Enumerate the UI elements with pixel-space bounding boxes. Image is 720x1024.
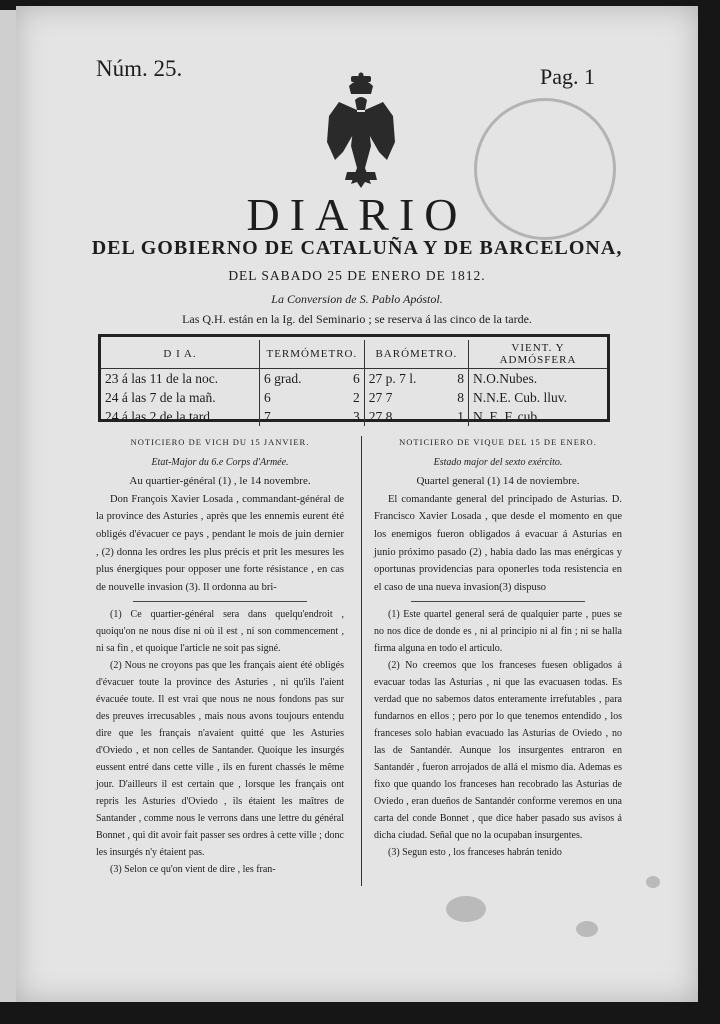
page-number: Pag. 1 (540, 64, 595, 89)
footnote-1: (1) Este quartel general será de qualquier parte , pues se no nos dice de donde es , ni al principio ni al fin ; ni se halla firma alguna en todo el articulo. (374, 609, 622, 655)
col-header-barometro: BARÓMETRO. (364, 340, 468, 369)
footnote-separator (411, 601, 585, 602)
column-subheading: Estado major del sexto exército. (433, 456, 563, 468)
table-row (101, 407, 607, 426)
column-divider (361, 436, 362, 886)
table-row (101, 369, 607, 389)
imperial-eagle-emblem (321, 72, 401, 190)
cell-term-fraction: 2 (338, 388, 364, 407)
newspaper-page (16, 6, 698, 1002)
column-heading: NOTICIERO DE VICH DU 15 JANVIER. (130, 437, 310, 447)
weather-table (98, 334, 610, 422)
cell-term-fraction: 3 (338, 407, 364, 426)
cell-viento: N.N.E. Cub. lluv. (473, 390, 567, 405)
cell-dia: 24 á las 7 de la mañ. (101, 388, 260, 407)
table-row (101, 388, 607, 407)
footnote-3: (3) Segun esto , los franceses habrán tenido (388, 847, 562, 859)
cell-term: 7 (264, 409, 271, 424)
cell-viento: N.O.Nubes. (473, 371, 538, 386)
issue-number: Núm. 25. (96, 56, 183, 81)
church-notice: Las Q.H. están en la Ig. del Seminario ; se reserva á las cinco de la tarde. (182, 312, 532, 326)
cell-term-fraction: 6 (338, 369, 364, 389)
col-header-termometro: TERMÓMETRO. (260, 340, 365, 369)
ink-stain (576, 921, 598, 937)
footnote-2: (2) Nous ne croyons pas que les français aient été obligés d'évacuer toute la province des Asturies , ni qu'ils l'aient évacuée toute. Il est vrai que nous ne nous fondons pas sur des preuves irrecusables , mais nous avons toujours entendu dire que les français n'avaient quitté que les Asturies d'Oviedo , et non celles de Santander. Quoique les insurgés eussent entré dans cette ville , ils en furent chassés le même jour. D'ailleurs il est certain que , lorsque les français ont repris les Asturies d'Oviedo , ils étaient les maîtres de Santander , comme nous le verrons dans une lettre du général Bonnet , qui dit avoir fait passer ses ordres à cette ville ; donc les insurgés n'y étaient pas. (96, 660, 344, 859)
cell-term: 6 (264, 390, 271, 405)
col-header-dia: D I A. (101, 340, 260, 369)
cell-dia: 23 á las 11 de la noc. (101, 369, 260, 389)
newspaper-title: DIARIO (246, 189, 468, 240)
saint-of-day: La Conversion de S. Pablo Apóstol. (271, 292, 443, 306)
footnote-separator (133, 601, 307, 602)
cell-viento: N. E. F. cub. (473, 409, 541, 424)
cell-dia: 24 á las 2 de la tard. (101, 407, 260, 426)
ink-stain (446, 896, 486, 922)
cell-baro: 27 8 (368, 409, 393, 424)
cell-term: 6 grad. (264, 371, 302, 386)
newspaper-subtitle: DEL GOBIERNO DE CATALUÑA Y DE BARCELONA, (91, 237, 623, 259)
article-dateline: Au quartier-général (1) , le 14 novembre. (129, 475, 311, 488)
article-body: Don François Xavier Losada , commandant-général de la province des Asturies , après que les ennemis eurent été obligés d'évacuer ce pays , pendant le mois de juin dernier , (2) donna les ordres les plus précis et prit les mesures les plus énergiques pour opposer une forte résistance , en cas de nouvelle invasion (3). Il ordonna au bri- (96, 493, 344, 593)
cell-baro: 27 7 (368, 390, 393, 405)
article-body: El comandante general del principado de Asturias. D. Francisco Xavier Losada , que desde el momento en que los enemigos fueron obligados á evacuar á Asturias en junio próximo pasado (2) , habia dado las mas enérgicas y oportunas providencias para oponerles toda resistencia en el caso de una nueva invasion(3) dispuso (374, 493, 622, 593)
col-header-viento: VIENT. Y ADMÓSFERA (469, 340, 608, 369)
cell-baro-fraction: 8 (446, 369, 468, 389)
right-column-spanish (374, 428, 622, 861)
issue-date: DEL SABADO 25 DE ENERO DE 1812. (228, 268, 486, 283)
column-subheading: Etat-Major du 6.e Corps d'Armée. (151, 456, 289, 468)
footnote-3: (3) Selon ce qu'on vient de dire , les fran- (110, 864, 276, 876)
ink-stain (646, 876, 660, 888)
article-dateline: Quartel general (1) 14 de noviembre. (416, 475, 580, 488)
footnote-2: (2) No creemos que los franceses fuesen obligados á evacuar todas las Asturias , ni que las evacuasen todas. Es verdad que no sabemos datos enteramente irrefutables , para fundarnos en ellos ; pero por lo que tenemos entendido , los franceses solo habian evacuado las Asturias de Oviedo , no las de Santandér. Aunque los insurgentes entraron en Santandér , fueron arrojados de allá el mismo dia. Ademas es fixo que quando los franceses han recobrado las Asturias de Oviedo , eran dueños de Santandér conforme veremos en una carta del conde Bonnet , que dice haber pasado sus avisos á dicha ciudad. Señal que no la ocupaban insurgentes. (374, 660, 622, 842)
column-heading: NOTICIERO DE VIQUE DEL 15 DE ENERO. (399, 437, 597, 447)
cell-baro-fraction: 1 (446, 407, 468, 426)
cell-baro-fraction: 8 (446, 388, 468, 407)
footnote-1: (1) Ce quartier-général sera dans quelqu'endroit , quoiqu'on ne nous dise ni où il est , ni son commencement , ni sa fin , et quoique l'article ne soit pas signé. (96, 609, 344, 655)
left-column-french (96, 428, 344, 878)
cell-baro: 27 p. 7 l. (368, 371, 417, 386)
